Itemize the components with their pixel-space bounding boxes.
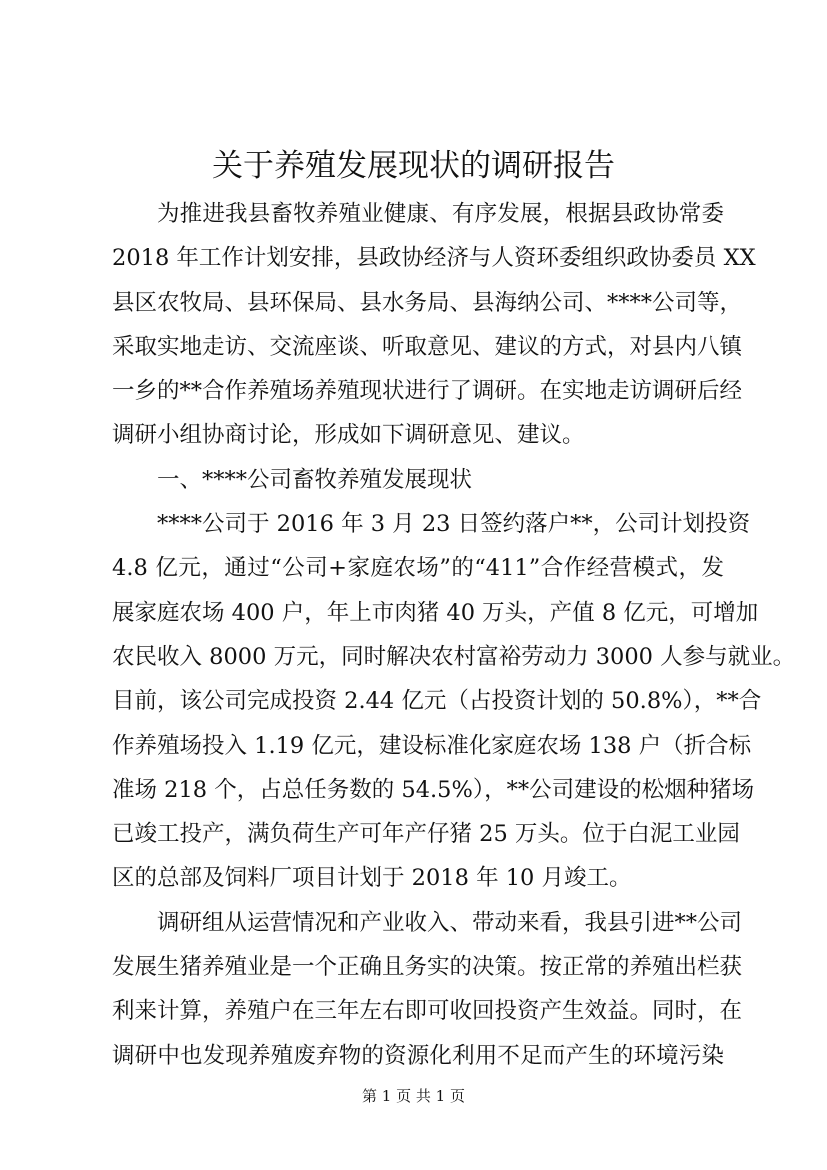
paragraph-line: 利来计算，养殖户在三年左右即可收回投资产生效益。同时，在 — [112, 998, 743, 1025]
paragraph-line: 为推进我县畜牧养殖业健康、有序发展，根据县政协常委 — [157, 201, 724, 227]
paragraph-line: 作养殖场投入 1.19 亿元，建设标准化家庭农场 138 户（折合标 — [112, 732, 752, 759]
paragraph-line: 调研组从运营情况和产业收入、带动来看，我县引进**公司 — [157, 909, 743, 936]
paragraph-line: 调研小组协商讨论，形成如下调研意见、建议。 — [112, 422, 585, 449]
document-body — [112, 192, 796, 1078]
paragraph-line: 县区农牧局、县环保局、县水务局、县海纳公司、****公司等， — [112, 289, 743, 316]
paragraph-line: 目前，该公司完成投资 2.44 亿元（占投资计划的 50.8%），**合 — [112, 688, 762, 715]
paragraph-line: 采取实地走访、交流座谈、听取意见、建议的方式，对县内八镇 — [112, 333, 743, 360]
paragraph-line: 4.8 亿元，通过“公司+家庭农场”的“411”合作经营模式，发 — [112, 555, 724, 582]
paragraph-line: 已竣工投产，满负荷生产可年产仔猪 25 万头。位于白泥工业园 — [112, 821, 740, 848]
paragraph-line: 农民收入 8000 万元，同时解决农村富裕劳动力 3000 人参与就业。 — [112, 643, 796, 670]
paragraph-line: 展家庭农场 400 户，年上市肉猪 40 万头，产值 8 亿元，可增加 — [112, 599, 759, 626]
paragraph-line: 调研中也发现养殖废弃物的资源化利用不足而产生的环境污染 — [112, 1042, 724, 1069]
paragraph-line: 2018 年工作计划安排，县政协经济与人资环委组织政协委员 XX — [112, 245, 756, 272]
section-heading: 一、****公司畜牧养殖发展现状 — [157, 466, 473, 493]
paragraph-line: 一乡的**合作养殖场养殖现状进行了调研。在实地走访调研后经 — [112, 378, 743, 405]
document-title: 关于养殖发展现状的调研报告 — [212, 148, 615, 184]
paragraph-line: 区的总部及饲料厂项目计划于 2018 年 10 月竣工。 — [112, 865, 632, 892]
paragraph-line: 发展生猪养殖业是一个正确且务实的决策。按正常的养殖出栏获 — [112, 954, 743, 981]
page-footer: 第 1 页 共 1 页 — [362, 1087, 465, 1105]
paragraph-line: ****公司于 2016 年 3 月 23 日签约落户**，公司计划投资 — [157, 511, 751, 538]
paragraph-line: 准场 218 个，占总任务数的 54.5%），**公司建设的松烟种猪场 — [112, 776, 755, 803]
